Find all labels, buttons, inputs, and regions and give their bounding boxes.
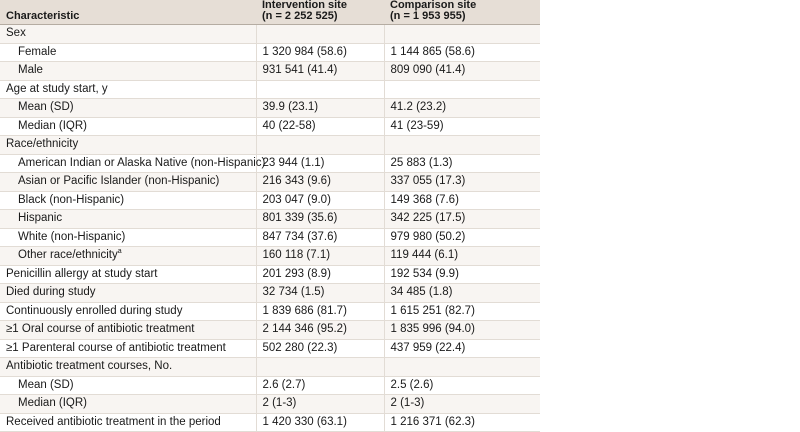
row-label: Continuously enrolled during study xyxy=(6,304,183,317)
header-row xyxy=(0,0,540,25)
row-label-cell xyxy=(0,376,256,395)
row-label-cell xyxy=(0,173,256,192)
comparison-value xyxy=(384,358,540,377)
comparison-value: 2 (1-3) xyxy=(384,395,540,414)
table-row xyxy=(0,284,540,303)
comparison-value: 41.2 (23.2) xyxy=(384,99,540,118)
intervention-value: 201 293 (8.9) xyxy=(256,265,384,284)
row-label-cell xyxy=(0,99,256,118)
row-label-cell xyxy=(0,228,256,247)
table-header xyxy=(0,0,540,25)
comparison-value: 25 883 (1.3) xyxy=(384,154,540,173)
row-label-cell xyxy=(0,265,256,284)
table-row xyxy=(0,395,540,414)
comparison-value: 1 144 865 (58.6) xyxy=(384,43,540,62)
table-row xyxy=(0,117,540,136)
table-row xyxy=(0,376,540,395)
comparison-value xyxy=(384,25,540,44)
row-label-cell xyxy=(0,117,256,136)
comparison-value: 149 368 (7.6) xyxy=(384,191,540,210)
intervention-site-n: (n = 2 252 525) xyxy=(262,10,338,22)
intervention-value: 847 734 (37.6) xyxy=(256,228,384,247)
characteristic-header-label: Characteristic xyxy=(6,10,80,22)
intervention-value: 32 734 (1.5) xyxy=(256,284,384,303)
row-label: Died during study xyxy=(6,286,96,299)
table-row xyxy=(0,154,540,173)
comparison-value: 34 485 (1.8) xyxy=(384,284,540,303)
row-label: Asian or Pacific Islander (non-Hispanic) xyxy=(18,175,220,188)
table-row xyxy=(0,99,540,118)
table-row xyxy=(0,302,540,321)
row-label-cell xyxy=(0,358,256,377)
intervention-value: 2 (1-3) xyxy=(256,395,384,414)
intervention-value: 160 118 (7.1) xyxy=(256,247,384,266)
table-row xyxy=(0,173,540,192)
row-label: Other race/ethnicity xyxy=(18,249,118,262)
intervention-value: 23 944 (1.1) xyxy=(256,154,384,173)
intervention-value: 203 047 (9.0) xyxy=(256,191,384,210)
intervention-value: 216 343 (9.6) xyxy=(256,173,384,192)
intervention-value: 40 (22-58) xyxy=(256,117,384,136)
comparison-value xyxy=(384,136,540,155)
row-label-cell xyxy=(0,62,256,81)
intervention-value xyxy=(256,80,384,99)
row-label: ≥1 Oral course of antibiotic treatment xyxy=(6,323,195,336)
row-label-cell xyxy=(0,136,256,155)
comparison-value: 2.5 (2.6) xyxy=(384,376,540,395)
comparison-value: 809 090 (41.4) xyxy=(384,62,540,81)
comparison-value: 119 444 (6.1) xyxy=(384,247,540,266)
intervention-value xyxy=(256,136,384,155)
table-row xyxy=(0,210,540,229)
table-row xyxy=(0,339,540,358)
row-label: Mean (SD) xyxy=(18,101,74,114)
comparison-value xyxy=(384,80,540,99)
row-label: Received antibiotic treatment in the period xyxy=(6,415,221,428)
comparison-site-header xyxy=(384,0,540,25)
row-label-cell xyxy=(0,210,256,229)
row-label-cell xyxy=(0,321,256,340)
row-label: Hispanic xyxy=(18,212,63,225)
intervention-site-title: Intervention site xyxy=(262,0,347,11)
row-label: Mean (SD) xyxy=(18,378,74,391)
intervention-site-header xyxy=(256,0,384,25)
row-label: Age at study start, y xyxy=(6,82,108,95)
intervention-value: 2 144 346 (95.2) xyxy=(256,321,384,340)
table-row xyxy=(0,191,540,210)
row-label-cell xyxy=(0,395,256,414)
comparison-value: 1 615 251 (82.7) xyxy=(384,302,540,321)
row-label: Median (IQR) xyxy=(18,397,88,410)
footnote-marker: a xyxy=(117,248,122,256)
row-label-cell xyxy=(0,80,256,99)
table-row xyxy=(0,265,540,284)
row-label: Race/ethnicity xyxy=(6,138,79,151)
table-row xyxy=(0,321,540,340)
intervention-value: 39.9 (23.1) xyxy=(256,99,384,118)
row-label: Sex xyxy=(6,27,26,40)
row-label-cell xyxy=(0,191,256,210)
row-label-cell xyxy=(0,247,256,266)
comparison-value: 337 055 (17.3) xyxy=(384,173,540,192)
comparison-site-title: Comparison site xyxy=(390,0,477,11)
row-label-cell xyxy=(0,302,256,321)
row-label: White (non-Hispanic) xyxy=(18,230,126,243)
intervention-value: 502 280 (22.3) xyxy=(256,339,384,358)
comparison-site-n: (n = 1 953 955) xyxy=(390,10,466,22)
table-body xyxy=(0,25,540,432)
table-row xyxy=(0,62,540,81)
table-row xyxy=(0,228,540,247)
table-row xyxy=(0,413,540,432)
characteristic-header xyxy=(0,0,256,25)
row-label: Median (IQR) xyxy=(18,119,88,132)
row-label-cell xyxy=(0,339,256,358)
row-label: ≥1 Parenteral course of antibiotic treatment xyxy=(6,341,226,354)
comparison-value: 437 959 (22.4) xyxy=(384,339,540,358)
comparison-value: 1 216 371 (62.3) xyxy=(384,413,540,432)
comparison-value: 1 835 996 (94.0) xyxy=(384,321,540,340)
table-row xyxy=(0,136,540,155)
row-label-cell xyxy=(0,413,256,432)
row-label-cell xyxy=(0,154,266,173)
intervention-value xyxy=(256,25,384,44)
row-label: American Indian or Alaska Native (non-Hispanic) xyxy=(18,156,266,169)
row-label: Male xyxy=(18,64,43,77)
table-row xyxy=(0,358,540,377)
table-row xyxy=(0,25,540,44)
intervention-value: 801 339 (35.6) xyxy=(256,210,384,229)
table-row xyxy=(0,80,540,99)
row-label-cell xyxy=(0,25,256,44)
intervention-value: 2.6 (2.7) xyxy=(256,376,384,395)
table-row xyxy=(0,43,540,62)
intervention-value xyxy=(256,358,384,377)
row-label: Penicillin allergy at study start xyxy=(6,267,158,280)
intervention-value: 931 541 (41.4) xyxy=(256,62,384,81)
intervention-value: 1 320 984 (58.6) xyxy=(256,43,384,62)
intervention-value: 1 839 686 (81.7) xyxy=(256,302,384,321)
row-label-cell xyxy=(0,284,256,303)
comparison-value: 342 225 (17.5) xyxy=(384,210,540,229)
row-label-cell xyxy=(0,43,256,62)
comparison-value: 192 534 (9.9) xyxy=(384,265,540,284)
intervention-value: 1 420 330 (63.1) xyxy=(256,413,384,432)
table-row xyxy=(0,247,540,266)
comparison-value: 979 980 (50.2) xyxy=(384,228,540,247)
row-label: Antibiotic treatment courses, No. xyxy=(6,360,173,373)
comparison-value: 41 (23-59) xyxy=(384,117,540,136)
row-label: Black (non-Hispanic) xyxy=(18,193,125,206)
row-label: Female xyxy=(18,45,57,58)
